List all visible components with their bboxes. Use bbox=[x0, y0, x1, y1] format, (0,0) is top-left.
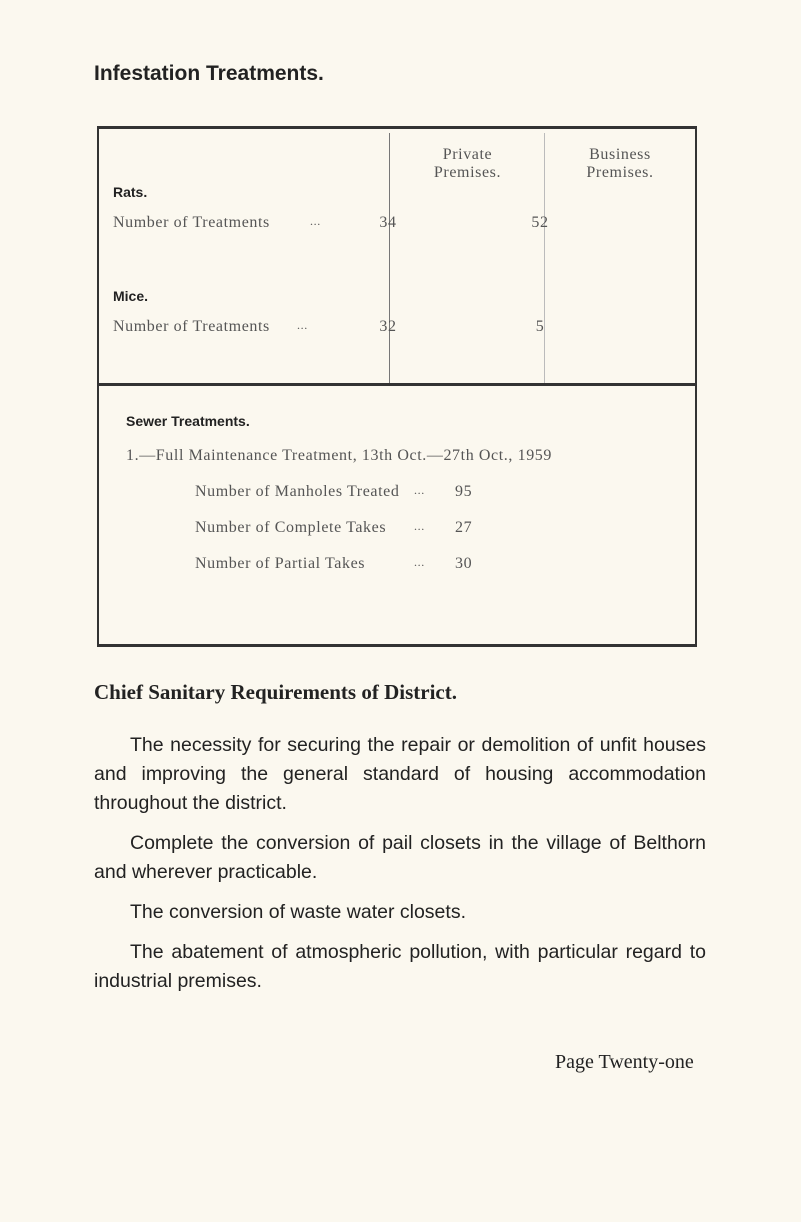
requirement-paragraph: The conversion of waste water closets. bbox=[130, 901, 466, 923]
sewer-subtitle: 1.—Full Maintenance Treatment, 13th Oct.—27th Oct., 1959 bbox=[126, 447, 552, 464]
page-number: Page Twenty-one bbox=[555, 1051, 694, 1073]
section-heading-rats: Rats. bbox=[113, 184, 148, 200]
requirement-paragraph: Complete the conversion of pail closets in the village of Belthorn and wherever practicable. bbox=[94, 832, 706, 883]
sewer-row-value: 30 bbox=[455, 555, 473, 572]
mice-private-value: 32 bbox=[379, 318, 397, 335]
header-line: Private bbox=[442, 146, 493, 163]
section-heading-mice: Mice. bbox=[113, 288, 149, 304]
leader-dots: ... bbox=[414, 555, 425, 569]
page-title: Infestation Treatments. bbox=[94, 62, 324, 85]
row-label: Number of Treatments bbox=[113, 214, 270, 231]
header-line: Business bbox=[589, 146, 651, 163]
column-header-private bbox=[390, 146, 545, 182]
sewer-row-label: Number of Manholes Treated bbox=[195, 483, 400, 500]
leader-dots: ... bbox=[310, 214, 321, 228]
mice-business-value: 5 bbox=[535, 318, 545, 335]
sewer-row-value: 95 bbox=[455, 483, 473, 500]
row-label: Number of Treatments bbox=[113, 318, 270, 335]
requirement-paragraph: The necessity for securing the repair or demolition of unfit houses and improving the general standard of housing accommodation throughout the district. bbox=[94, 734, 706, 814]
leader-dots: ... bbox=[297, 318, 308, 332]
table-bottom-rule bbox=[97, 644, 697, 647]
sewer-row-label: Number of Partial Takes bbox=[195, 555, 366, 572]
column-header-business bbox=[545, 146, 695, 182]
requirements-heading: Chief Sanitary Requirements of District. bbox=[94, 680, 457, 704]
rats-private-value: 34 bbox=[379, 214, 397, 231]
rats-business-value: 52 bbox=[531, 214, 549, 231]
leader-dots: ... bbox=[414, 483, 425, 497]
header-line: Premises. bbox=[433, 164, 502, 181]
requirement-paragraph: The abatement of atmospheric pollution, with particular regard to industrial premises. bbox=[94, 941, 706, 992]
leader-dots: ... bbox=[414, 519, 425, 533]
sewer-row-label: Number of Complete Takes bbox=[195, 519, 387, 536]
table-middle-rule bbox=[97, 383, 697, 386]
sewer-row-value: 27 bbox=[455, 519, 473, 536]
table-border bbox=[97, 128, 697, 645]
header-line: Premises. bbox=[586, 164, 654, 181]
sewer-heading: Sewer Treatments. bbox=[126, 413, 250, 429]
